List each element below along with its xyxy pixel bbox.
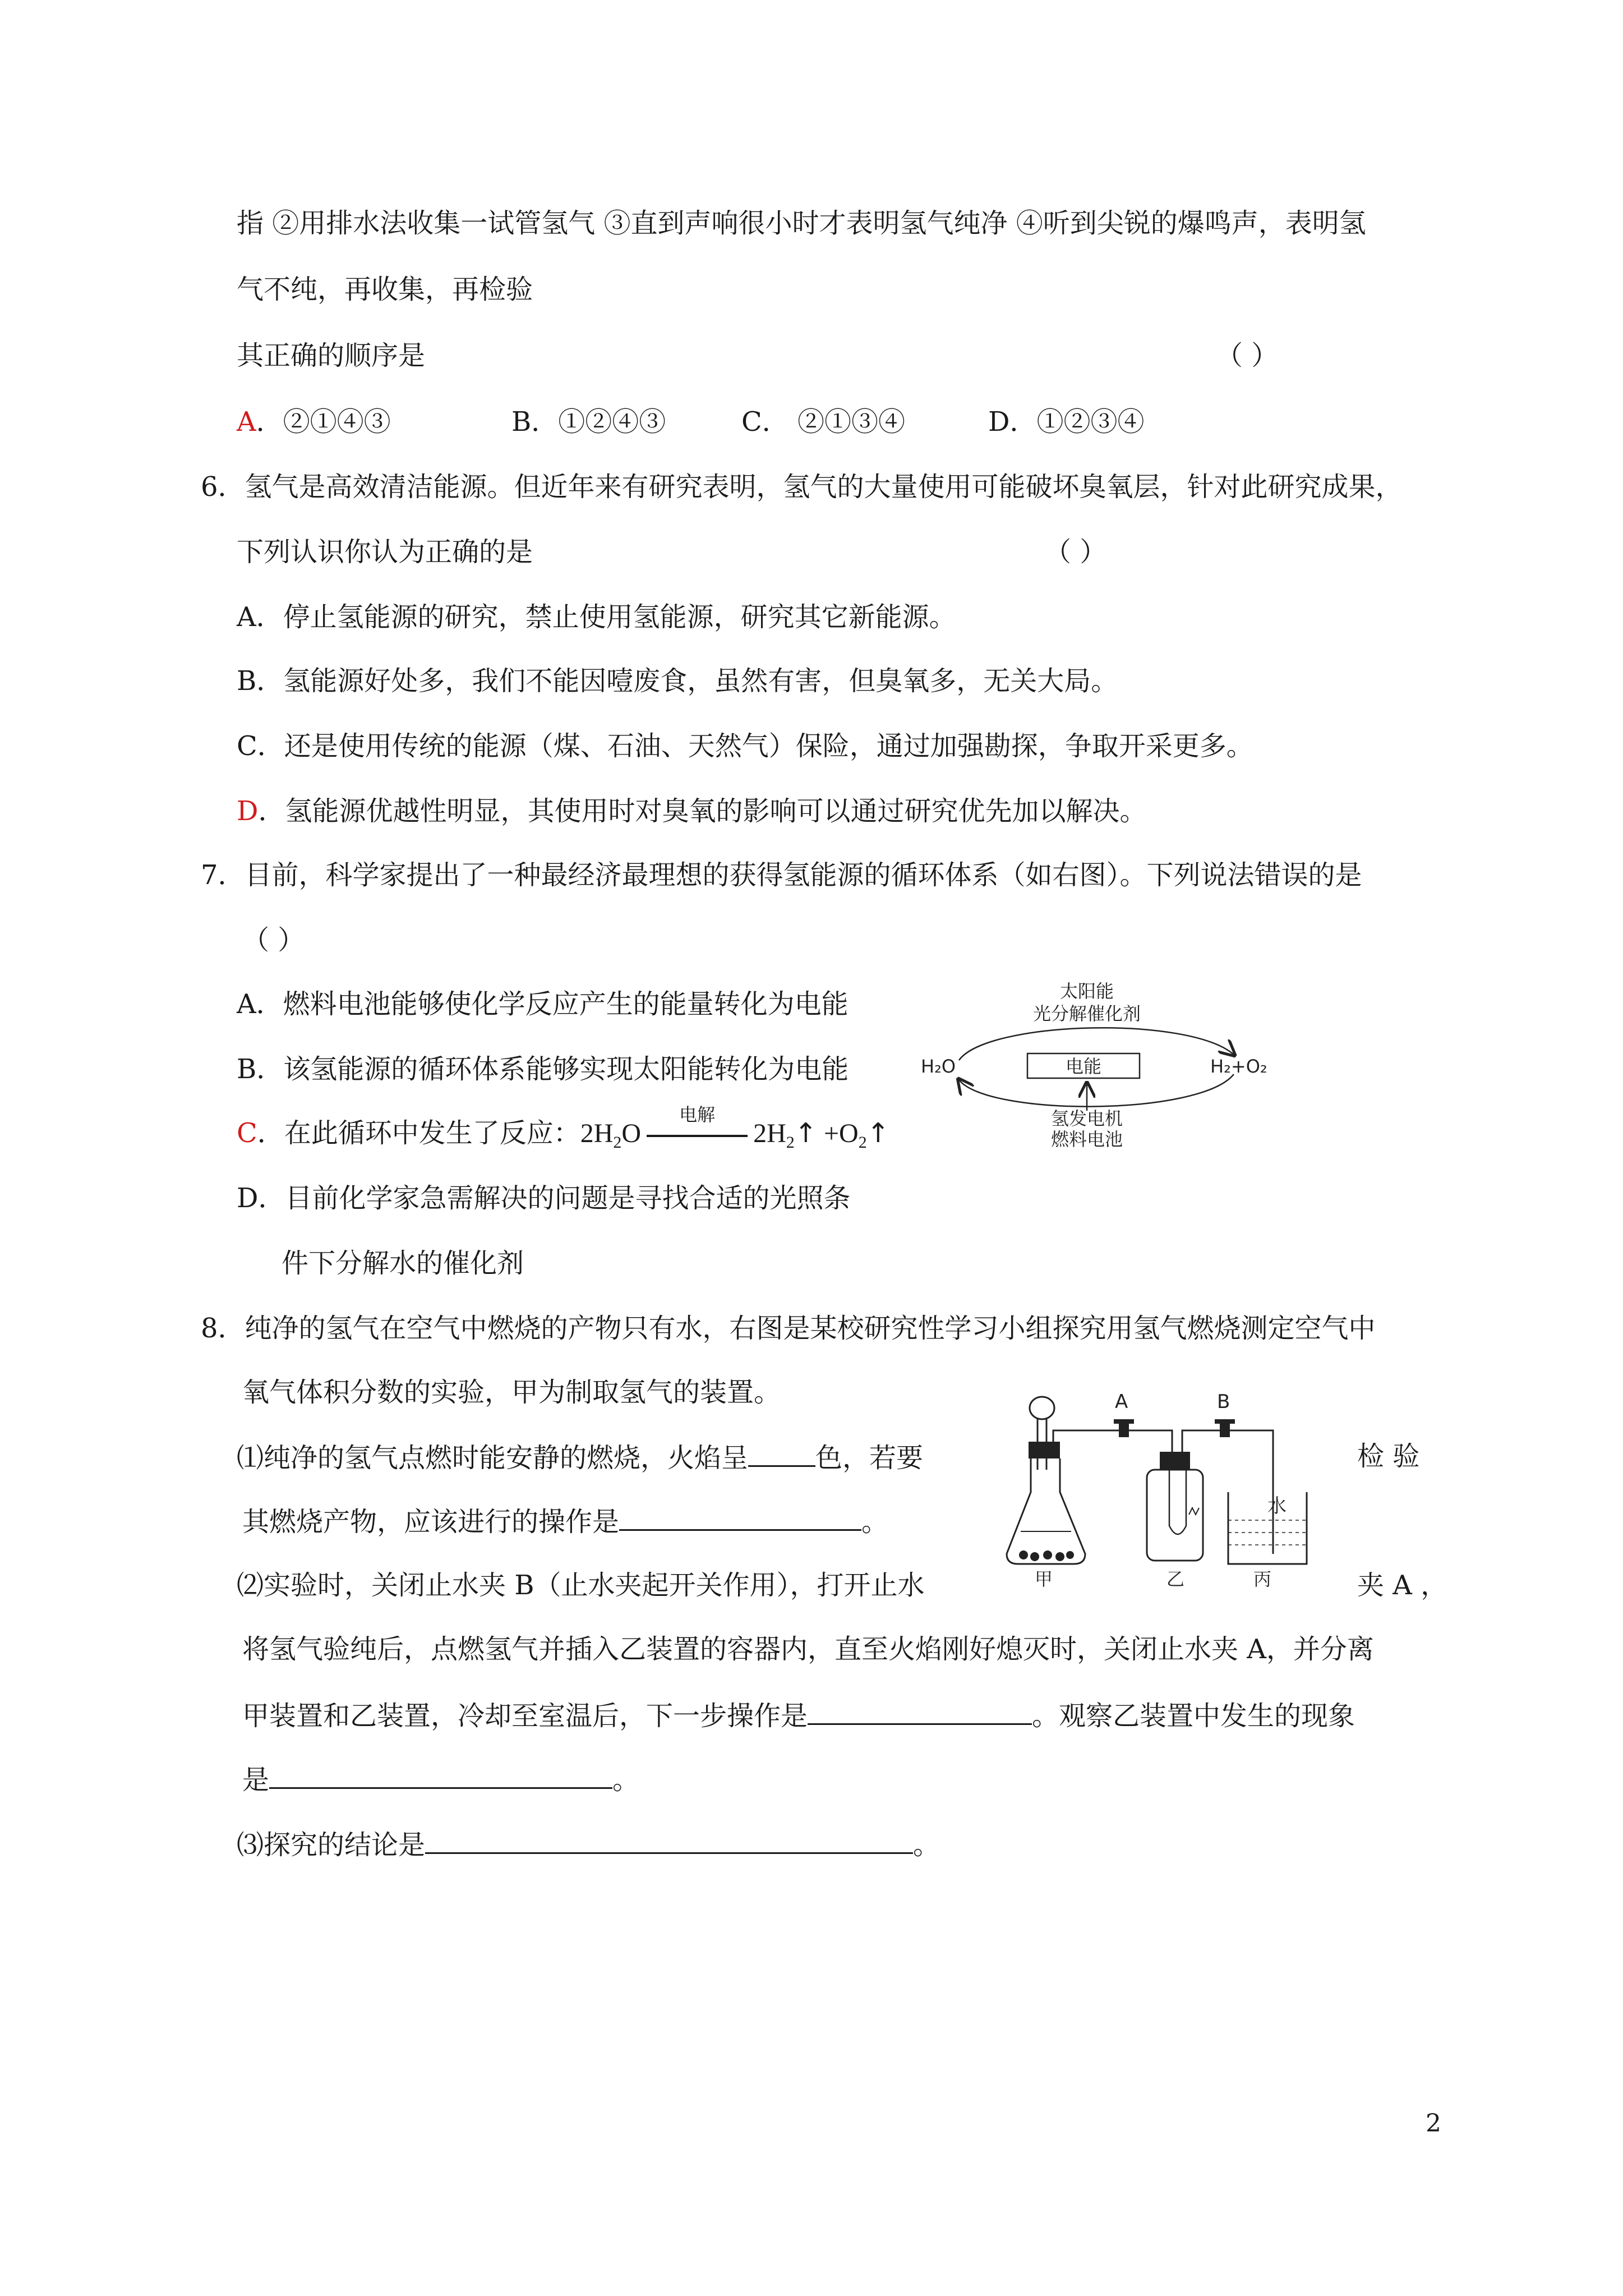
q6-option-c-text: ．还是使用传统的能源（煤、石油、天然气）保险，通过加强勘探，争取开采更多。 [257, 730, 1253, 762]
q8-p2-valve: 夹 A ， [1357, 1570, 1448, 1601]
valve-a-label: A [1115, 1391, 1128, 1413]
eq-plus-o: +O [817, 1119, 859, 1148]
bottle-yi [1147, 1470, 1203, 1561]
eq-sub: 2 [858, 1133, 867, 1152]
q6-option-d-letter: D [237, 795, 259, 827]
q8-conclusion-blank[interactable] [425, 1826, 913, 1854]
q5-option-a-letter: A [237, 406, 256, 438]
q6-option-c[interactable] [237, 729, 1253, 763]
gas-arrow-icon: ↑ [794, 1117, 817, 1149]
q6-option-b[interactable] [237, 664, 1118, 698]
q8-p2-text2: 。观察乙装置中发生的现象 [1032, 1700, 1355, 1732]
hydrogen-cycle-diagram [920, 976, 1279, 1150]
q8-p3-end: 。 [913, 1829, 940, 1861]
q7-option-d-line2: 件下分解水的催化剂 [282, 1248, 524, 1279]
q5-option-c-text: ． ②①③④ [762, 406, 905, 438]
q7-option-b[interactable]: B．该氢能源的循环体系能够实现太阳能转化为电能 [237, 1053, 849, 1085]
q6-option-d[interactable] [237, 794, 1147, 828]
q8-p3-text: ⑶探究的结论是 [237, 1829, 426, 1861]
q5-option-b-letter: B [511, 406, 532, 438]
q8-stem-line2: 氧气体积分数的实验，甲为制取氢气的装置。 [242, 1377, 781, 1408]
eq-2h: 2H [580, 1119, 614, 1148]
q6-stem-line1: 6．氢气是高效清洁能源。但近年来有研究表明，氢气的大量使用可能破坏臭氧层，针对此研究成果， [201, 471, 1403, 503]
label-yi: 乙 [1166, 1568, 1185, 1588]
q5-order-prompt: 其正确的顺序是 [237, 340, 426, 371]
q7-option-c-text: ．在此循环中发生了反应： [257, 1117, 580, 1149]
q8-phenomenon-blank[interactable] [269, 1761, 612, 1789]
flask-jia [1007, 1458, 1085, 1564]
eq-condition: 电解 [679, 1105, 716, 1125]
q8-part3-line1 [237, 1826, 940, 1862]
eq-condition-arrow [641, 1105, 753, 1151]
diagram-catalyst-label: 光分解催化剂 [1032, 1003, 1141, 1024]
q8-p1-text3: 其燃烧产物，应该进行的操作是 [242, 1506, 620, 1538]
diagram-products-label: H₂+O₂ [1210, 1056, 1267, 1077]
q8-part2-line2: 将氢气验纯后，点燃氢气并插入乙装置的容器内，直至火焰刚好熄灭时，关闭止水夹 A，并分离 [242, 1634, 1374, 1665]
eq-sub: 2 [613, 1133, 622, 1152]
water-label: 水 [1267, 1495, 1287, 1517]
q5-option-b-text: ．①②④③ [531, 406, 666, 438]
q8-next-step-blank[interactable] [808, 1697, 1032, 1725]
q5-option-b[interactable] [511, 405, 666, 439]
q5-option-a-text: ．②①④③ [256, 406, 391, 438]
gas-arrow-icon: ↑ [866, 1117, 889, 1149]
q8-p1-end: 。 [861, 1506, 889, 1538]
page-number: 2 [1426, 2109, 1441, 2138]
q6-option-c-letter: C [237, 730, 257, 762]
q5-option-c[interactable] [741, 405, 905, 439]
q7-option-a[interactable]: A．燃料电池能够使化学反应产生的能量转化为电能 [237, 988, 849, 1020]
q6-option-d-text: ．氢能源优越性明显，其使用时对臭氧的影响可以通过研究优先加以解决。 [258, 795, 1147, 827]
label-bing: 丙 [1253, 1568, 1272, 1588]
q6-option-b-text: ．氢能源好处多，我们不能因噎废食，虽然有害，但臭氧多，无关大局。 [256, 665, 1118, 697]
q8-p2-end: 。 [612, 1764, 640, 1796]
q7-option-c[interactable] [237, 1105, 889, 1159]
q7-option-d-line1[interactable]: D．目前化学家急需解决的问题是寻找合适的光照条 [237, 1182, 851, 1214]
q5-cont-line1: 指 ②用排水法收集一试管氢气 ③直到声响很小时才表明氢气纯净 ④听到尖锐的爆鸣声，表明氢 [237, 208, 1366, 239]
q8-p1-check: 检 验 [1357, 1441, 1420, 1472]
q8-part2-line4 [242, 1761, 639, 1797]
q6-option-b-letter: B [237, 665, 257, 697]
q8-part2-line3 [242, 1697, 1355, 1733]
q8-part2-line1: ⑵实验时，关闭止水夹 B（止水夹起开关作用），打开止水 [237, 1570, 925, 1601]
q6-option-a[interactable] [237, 600, 956, 634]
q8-p2-text: 甲装置和乙装置，冷却至室温后，下一步操作是 [242, 1700, 808, 1732]
label-jia: 甲 [1035, 1568, 1053, 1588]
q8-flame-color-blank[interactable] [748, 1439, 815, 1467]
diagram-water-label: H₂O [921, 1056, 956, 1077]
eq-sub: 2 [786, 1133, 795, 1152]
q8-p1-text: ⑴纯净的氢气点燃时能安静的燃烧，火焰呈 [237, 1442, 749, 1474]
q5-answer-paren: （ ） [1216, 340, 1279, 371]
q8-part1-line1 [237, 1439, 923, 1475]
q6-option-a-letter: A [237, 601, 256, 633]
q5-option-c-letter: C [741, 406, 762, 438]
diagram-fuelcell-label: 燃料电池 [1050, 1129, 1123, 1150]
q7-equation [580, 1105, 889, 1152]
q7-answer-paren: （ ） [242, 924, 305, 956]
q8-operation-blank[interactable] [619, 1503, 861, 1531]
diagram-generator-label: 氢发电机 [1050, 1108, 1123, 1129]
eq-o: O [621, 1119, 642, 1148]
q8-p1-text2: 色，若要 [815, 1442, 924, 1474]
q6-answer-paren: （ ） [1044, 536, 1107, 568]
q6-option-a-text: ．停止氢能源的研究，禁止使用氢能源，研究其它新能源。 [256, 601, 956, 633]
diagram-electric-label: 电能 [1065, 1056, 1102, 1077]
q5-option-d[interactable] [988, 405, 1145, 439]
q8-stem-line1: 8．纯净的氢气在空气中燃烧的产物只有水，右图是某校研究性学习小组探究用氢气燃烧测定空气中 [201, 1313, 1376, 1344]
q7-option-c-letter: C [237, 1117, 257, 1149]
q5-option-d-text: ．①②③④ [1009, 406, 1145, 438]
q8-part1-line2 [242, 1503, 888, 1539]
diagram-solar-label: 太阳能 [1059, 981, 1114, 1002]
q8-p2-text3: 是 [242, 1764, 270, 1796]
diagram-lower-arrow [959, 1074, 1234, 1107]
q6-stem-line2: 下列认识你认为正确的是 [237, 536, 533, 568]
q5-option-d-letter: D [988, 406, 1010, 438]
valve-b-label: B [1217, 1391, 1230, 1413]
eq-2h2: 2H [753, 1119, 786, 1148]
q5-option-a[interactable] [237, 405, 391, 439]
q5-cont-line2: 气不纯，再收集，再检验 [237, 274, 533, 305]
apparatus-diagram [1004, 1386, 1352, 1588]
q7-stem-line1: 7．目前，科学家提出了一种最经济最理想的获得氢能源的循环体系（如右图）。下列说法错误的是 [201, 859, 1362, 891]
